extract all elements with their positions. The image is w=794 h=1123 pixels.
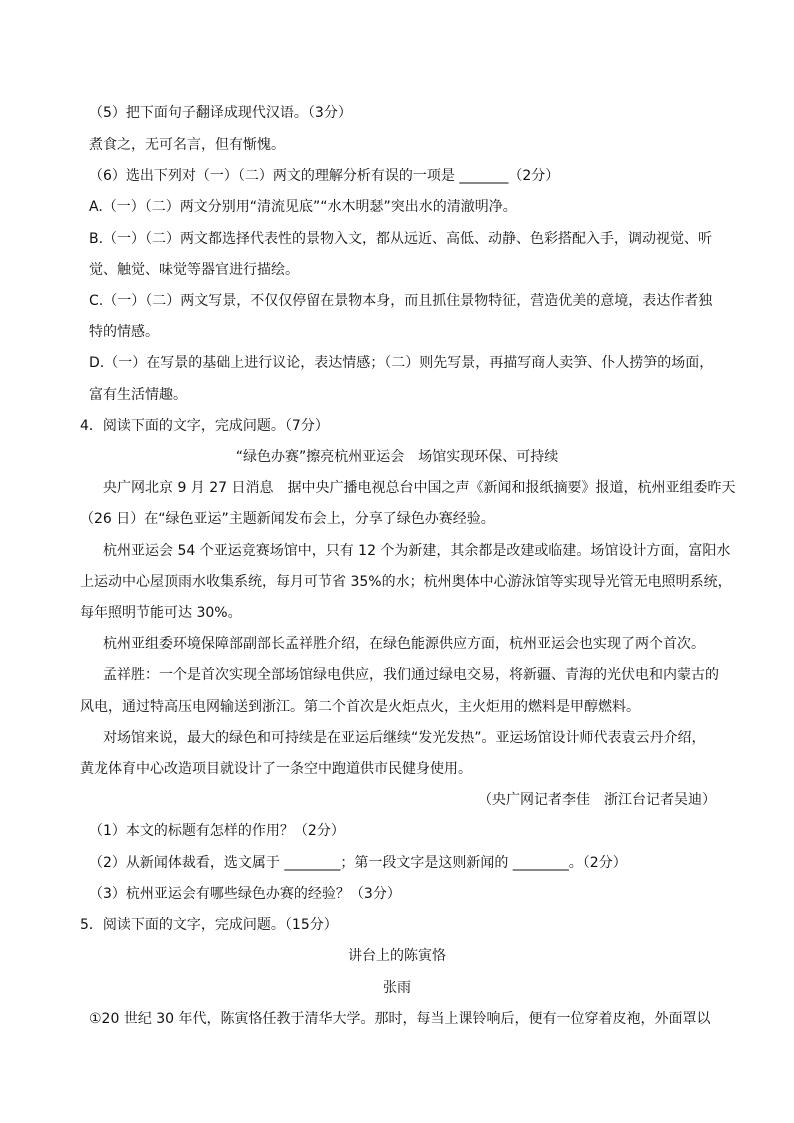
q3-option-b-line1: B.（一）（二）两文都选择代表性的景物入文，都从远近、高低、动静、色彩搭配入手，调动视觉、听 (89, 231, 713, 247)
q3-part6-prompt: （6）选出下列对（一）（二）两文的理解分析有误的一项是 _______（2分） (89, 168, 560, 184)
q4-article-title: “绿色办赛”擦亮杭州亚运会 场馆实现环保、可持续 (235, 449, 559, 465)
q3-part5-sentence: 煮食之，无可名言，但有惭愧。 (89, 137, 285, 153)
q4-para4-line2: 风电，通过特高压电网输送到浙江。第二个首次是火炬点火，主火炬用的燃料是甲醇燃料。 (80, 699, 640, 715)
q4-heading: 4．阅读下面的文字，完成问题。（7分） (80, 418, 329, 434)
q5-para1-line1: ①20 世纪 30 年代，陈寅恪任教于清华大学。那时，每当上课铃响后，便有一位穿着皮袍，外面罩以 (89, 1011, 711, 1027)
q3-option-d-line1: D.（一）在写景的基础上进行议论，表达情感；（二）则先写景，再描写商人卖笋、仆人捞笋的场面， (89, 355, 714, 371)
q5-heading: 5．阅读下面的文字，完成问题。（15分） (80, 917, 338, 933)
q4-para1-line2: （26 日）在“绿色亚运”主题新闻发布会上，分享了绿色办赛经验。 (80, 511, 495, 527)
q3-part5-prompt: （5）把下面句子翻译成现代汉语。（3分） (89, 105, 352, 121)
q4-para5-line2: 黄龙体育中心改造项目就设计了一条空中跑道供市民健身使用。 (80, 761, 472, 777)
q4-para2-line1: 杭州亚运会 54 个亚运竞赛场馆中，只有 12 个为新建，其余都是改建或临建。场馆设计方面，富阳水 (103, 543, 731, 559)
q4-para1-line1: 央广网北京 9 月 27 日消息 据中央广播电视总台中国之声《新闻和报纸摘要》报道，杭州亚组委昨天 (103, 480, 736, 496)
q5-article-author: 张雨 (383, 980, 411, 996)
q4-subquestion-2: （2）从新闻体裁看，选文属于 ________；第一段文字是这则新闻的 ________。（2分） (89, 855, 627, 871)
q4-para3: 杭州亚组委环境保障部副部长孟祥胜介绍，在绿色能源供应方面，杭州亚运会也实现了两个首次。 (103, 636, 705, 652)
q3-option-b-line2: 觉、触觉、味觉等器官进行描绘。 (89, 262, 299, 278)
q3-option-a: A.（一）（二）两文分别用“清流见底”“水木明瑟”突出水的清澈明净。 (89, 199, 517, 215)
q4-byline: （央广网记者李佳 浙江台记者吴迪） (478, 792, 716, 808)
q3-option-c-line1: C.（一）（二）两文写景，不仅仅停留在景物本身，而且抓住景物特征，营造优美的意境，表达作者独 (89, 293, 713, 309)
q3-option-d-line2: 富有生活情趣。 (89, 387, 187, 403)
q4-para2-line2: 上运动中心屋顶雨水收集系统，每月可节省 35%的水；杭州奥体中心游泳馆等实现导光管无电照明系统， (80, 574, 732, 590)
q4-para5-line1: 对场馆来说，最大的绿色和可持续是在亚运后继续“发光发热”。亚运场馆设计师代表袁云丹介绍， (103, 730, 706, 746)
q4-para2-line3: 每年照明节能可达 30%。 (80, 605, 242, 621)
q4-para4-line1: 孟祥胜：一个是首次实现全部场馆绿电供应，我们通过绿电交易，将新疆、青海的光伏电和内蒙古的 (103, 667, 719, 683)
q3-option-c-line2: 特的情感。 (89, 324, 159, 340)
q4-subquestion-1: （1）本文的标题有怎样的作用？（2分） (89, 823, 345, 839)
q5-article-title: 讲台上的陈寅恪 (348, 948, 446, 964)
q4-subquestion-3: （3）杭州亚运会有哪些绿色办赛的经验？（3分） (89, 886, 401, 902)
